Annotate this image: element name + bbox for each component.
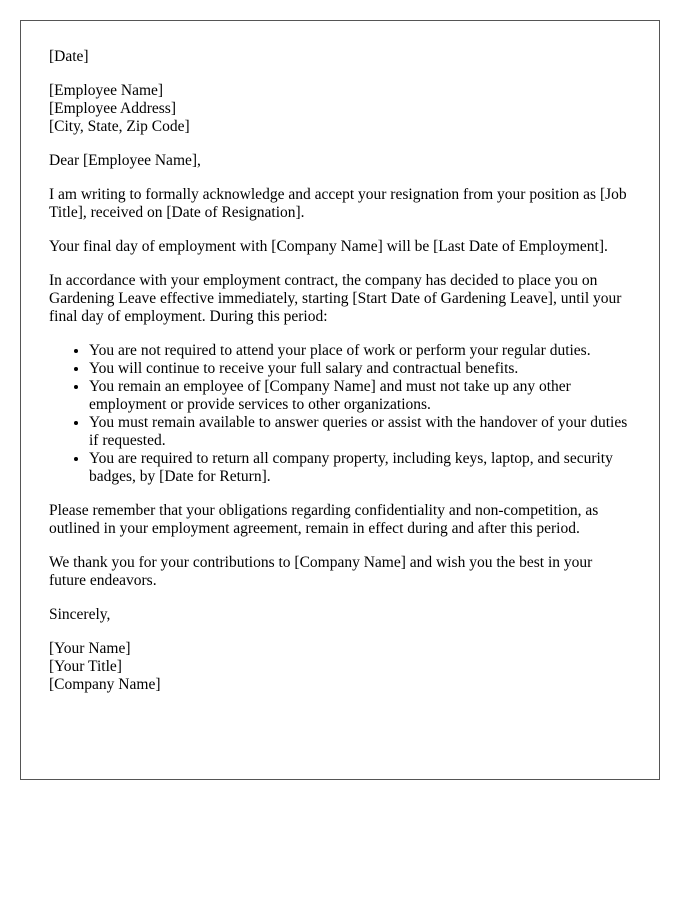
salutation: Dear [Employee Name],	[49, 152, 201, 169]
signer-name: [Your Name]	[49, 640, 131, 657]
paragraph-obligations: Please remember that your obligations regarding confidentiality and non-competition, as outlined in your employment agreement, remain in effect during and after this period.	[49, 502, 599, 537]
gardening-leave-conditions-list	[49, 342, 631, 486]
recipient-address: [Employee Address]	[49, 100, 176, 117]
signer-company: [Company Name]	[49, 676, 161, 693]
recipient-address-block	[49, 82, 631, 136]
closing: Sincerely,	[49, 606, 111, 623]
paragraph-final-day: Your final day of employment with [Company Name] will be [Last Date of Employment].	[49, 238, 608, 255]
list-item: • You are not required to attend your place of work or perform your regular duties.	[89, 342, 631, 360]
recipient-city-state-zip: [City, State, Zip Code]	[49, 118, 190, 135]
recipient-name: [Employee Name]	[49, 82, 164, 99]
paragraph-thanks: We thank you for your contributions to [Company Name] and wish you the best in your future endeavors.	[49, 554, 593, 589]
paragraph-resignation-acceptance: I am writing to formally acknowledge and accept your resignation from your position as [Job Title], received on [Date of Resignation].	[49, 186, 627, 221]
letter-document	[20, 20, 660, 780]
list-item: • You must remain available to answer queries or assist with the handover of your duties if requested.	[89, 414, 631, 450]
signature-block	[49, 640, 631, 694]
signer-title: [Your Title]	[49, 658, 122, 675]
paragraph-gardening-leave: In accordance with your employment contract, the company has decided to place you on Gardening Leave effective immediately, starting [Start Date of Gardening Leave], until your final day of employment. During this period:	[49, 272, 622, 325]
list-item: • You are required to return all company property, including keys, laptop, and security badges, by [Date for Return].	[89, 450, 631, 486]
list-item: • You will continue to receive your full salary and contractual benefits.	[89, 360, 631, 378]
letter-date: [Date]	[49, 48, 89, 65]
list-item: • You remain an employee of [Company Name] and must not take up any other employment or provide services to other organizations.	[89, 378, 631, 414]
